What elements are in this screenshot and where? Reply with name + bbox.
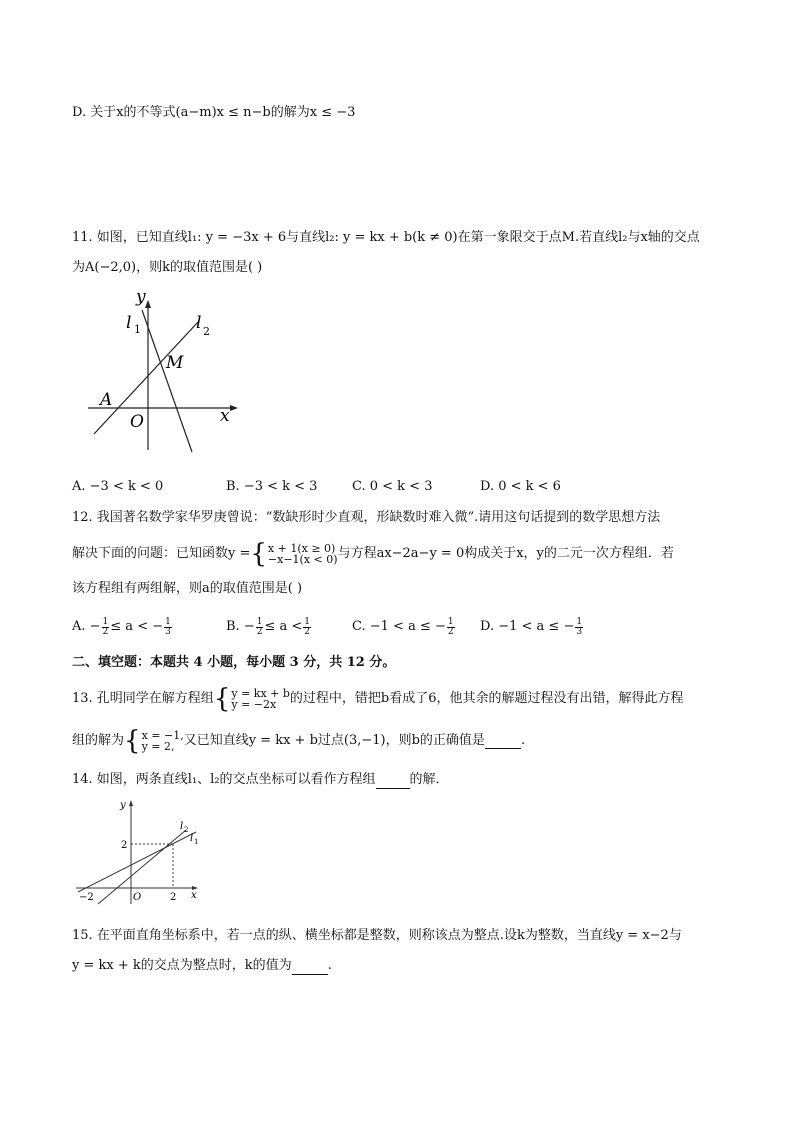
q11-option-d: D. 0 < k < 6 (480, 479, 561, 494)
q14-label-l1-sub: 1 (194, 838, 199, 846)
q12-option-b-frac2 (303, 618, 311, 637)
frac-num: 1 (256, 616, 263, 627)
q13-brace-2: { (124, 726, 141, 756)
q13-stem-line1-post: 的过程中，错把b看成了6，他其余的解题过程没有出错，解得此方程 (289, 691, 684, 706)
frac-den: 2 (447, 626, 454, 637)
q12-option-a-pre: A. − (72, 619, 101, 634)
q12-option-c-frac (447, 618, 455, 637)
q12-option-a-frac1 (102, 618, 110, 637)
q13-equation-system (214, 686, 290, 712)
q11-label-l1-sub: 1 (134, 323, 141, 336)
q14-y-arrow (129, 800, 133, 806)
q11-label-l2: l (196, 313, 202, 333)
q15-stem-line2 (72, 957, 332, 975)
frac-den: 2 (102, 626, 109, 637)
q12-piece-row2: −x−1(x < 0) (267, 553, 338, 566)
q12-option-b (226, 616, 312, 638)
q13-solution-system (124, 728, 184, 754)
q11-label-o: O (130, 412, 144, 432)
q12-option-a (72, 616, 173, 638)
q11-label-y: y (136, 288, 146, 307)
frac-num: 1 (576, 616, 583, 627)
q11-label-a: A (100, 390, 113, 410)
q12-option-a-frac2 (164, 618, 172, 637)
q11-line-l2 (94, 322, 198, 434)
q11-label-l1: l (126, 313, 132, 333)
q12-option-c-pre: C. −1 < a ≤ − (352, 619, 446, 634)
frac-den: 2 (256, 626, 263, 637)
q13-brace: { (213, 684, 231, 714)
frac-num: 1 (165, 616, 171, 627)
q11-option-c: C. 0 < k < 3 (352, 479, 433, 494)
q15-answer-blank[interactable] (292, 960, 328, 975)
q14-answer-blank[interactable] (376, 774, 410, 789)
q12-option-b-mid: ≤ a < (264, 619, 303, 634)
q13-stem-line2-pre: 组的解为 (72, 733, 125, 748)
frac-num: 1 (304, 616, 310, 627)
q13-stem-line2-end: . (520, 733, 526, 748)
q11-stem-line1: 11. 如图，已知直线l₁: y = −3x + 6与直线l₂: y = kx + b(k ≠ 0)在第一象限交于点M.若直线l₂与x轴的交点 (72, 230, 700, 245)
q11-figure (80, 288, 250, 458)
q14-label-y2: 2 (121, 840, 128, 851)
q12-stem-line1: 12. 我国著名数学家华罗庚曾说：“数缺形时少直观，形缺数时难入微”.请用这句话提到的数学思想方法 (72, 510, 661, 525)
q11-label-x: x (220, 406, 230, 426)
q14-figure (72, 796, 212, 908)
frac-num: 1 (102, 616, 109, 627)
q11-stem-line2: 为A(−2,0)，则k的取值范围是( ) (72, 260, 263, 275)
q12-option-b-frac1 (256, 618, 264, 637)
q13-sol-row2: y = 2, (141, 740, 175, 753)
q12-stem-line2-pre: 解决下面的问题：已知函数y = (72, 546, 251, 561)
q14-label-l2-sub: 2 (184, 826, 189, 834)
q13-eq-row2: y = −2x (231, 698, 277, 711)
q12-stem-line2 (72, 539, 674, 569)
q13-eq-row1: y = kx + b (231, 687, 290, 700)
q12-stem-line2-post: 与方程ax−2a−y = 0构成关于x，y的二元一次方程组．若 (337, 546, 674, 561)
q15-stem-line2-end: . (327, 958, 332, 973)
q12-brace: { (250, 539, 267, 569)
section-2-heading: 二、填空题：本题共 4 小题，每小题 3 分，共 12 分。 (72, 655, 396, 670)
q15-stem-line1: 15. 在平面直角坐标系中，若一点的纵、横坐标都是整数，则称该点为整点.设k为整数，当直线y = x−2与 (72, 928, 682, 943)
q12-option-d (480, 616, 584, 638)
q13-stem-line2 (72, 726, 525, 756)
q12-piece-row1: x + 1(x ≥ 0) (267, 542, 336, 555)
frac-num: 1 (447, 616, 454, 627)
q13-answer-blank[interactable] (485, 734, 521, 749)
q14-line-l1 (78, 832, 199, 892)
q11-option-b: B. −3 < k < 3 (226, 479, 318, 494)
frac-den: 3 (576, 626, 583, 637)
q14-stem-pre: 14. 如图，两条直线l₁、l₂的交点坐标可以看作方程组 (72, 772, 376, 787)
q12-option-c (352, 616, 456, 638)
q13-stem-line2-post: 又已知直线y = kx + b过点(3,−1)，则b的正确值是 (183, 733, 485, 748)
q14-label-l1: l (190, 833, 194, 844)
q12-stem-line3: 该方程组有两组解，则a的取值范围是( ) (72, 581, 303, 596)
q14-label-x: x (191, 890, 197, 901)
q11-label-m: M (166, 353, 184, 373)
frac-den: 2 (304, 626, 310, 637)
q15-stem-line2-pre: y = kx + k的交点为整点时，k的值为 (72, 958, 292, 973)
q11-label-l2-sub: 2 (203, 325, 210, 338)
q13-stem-line1 (72, 684, 684, 714)
q11-option-a: A. −3 < k < 0 (72, 479, 164, 494)
q12-option-b-pre: B. − (226, 619, 255, 634)
q11-line-l1 (142, 310, 192, 452)
q12-piecewise-function (250, 541, 337, 567)
frac-den: 3 (165, 626, 171, 637)
q14-label-x2: 2 (170, 892, 177, 903)
q13-sol-row1: x = −1, (141, 729, 184, 742)
q12-option-d-pre: D. −1 < a ≤ − (480, 619, 575, 634)
q14-label-y: y (120, 800, 126, 811)
q13-stem-line1-pre: 13. 孔明同学在解方程组 (72, 691, 214, 706)
q14-label-o: O (133, 892, 142, 903)
q12-option-d-frac (575, 618, 583, 637)
q11-x-arrow (230, 405, 238, 411)
q14-stem-post: 的解． (409, 772, 449, 787)
q12-option-a-mid: ≤ a < − (110, 619, 164, 634)
q14-label-l2: l (180, 821, 184, 832)
q14-label-neg2: −2 (79, 892, 94, 903)
q11-y-arrow (145, 300, 151, 308)
q10-option-d: D. 关于x的不等式(a−m)x ≤ n−b的解为x ≤ −3 (72, 105, 356, 120)
q14-stem (72, 771, 449, 789)
